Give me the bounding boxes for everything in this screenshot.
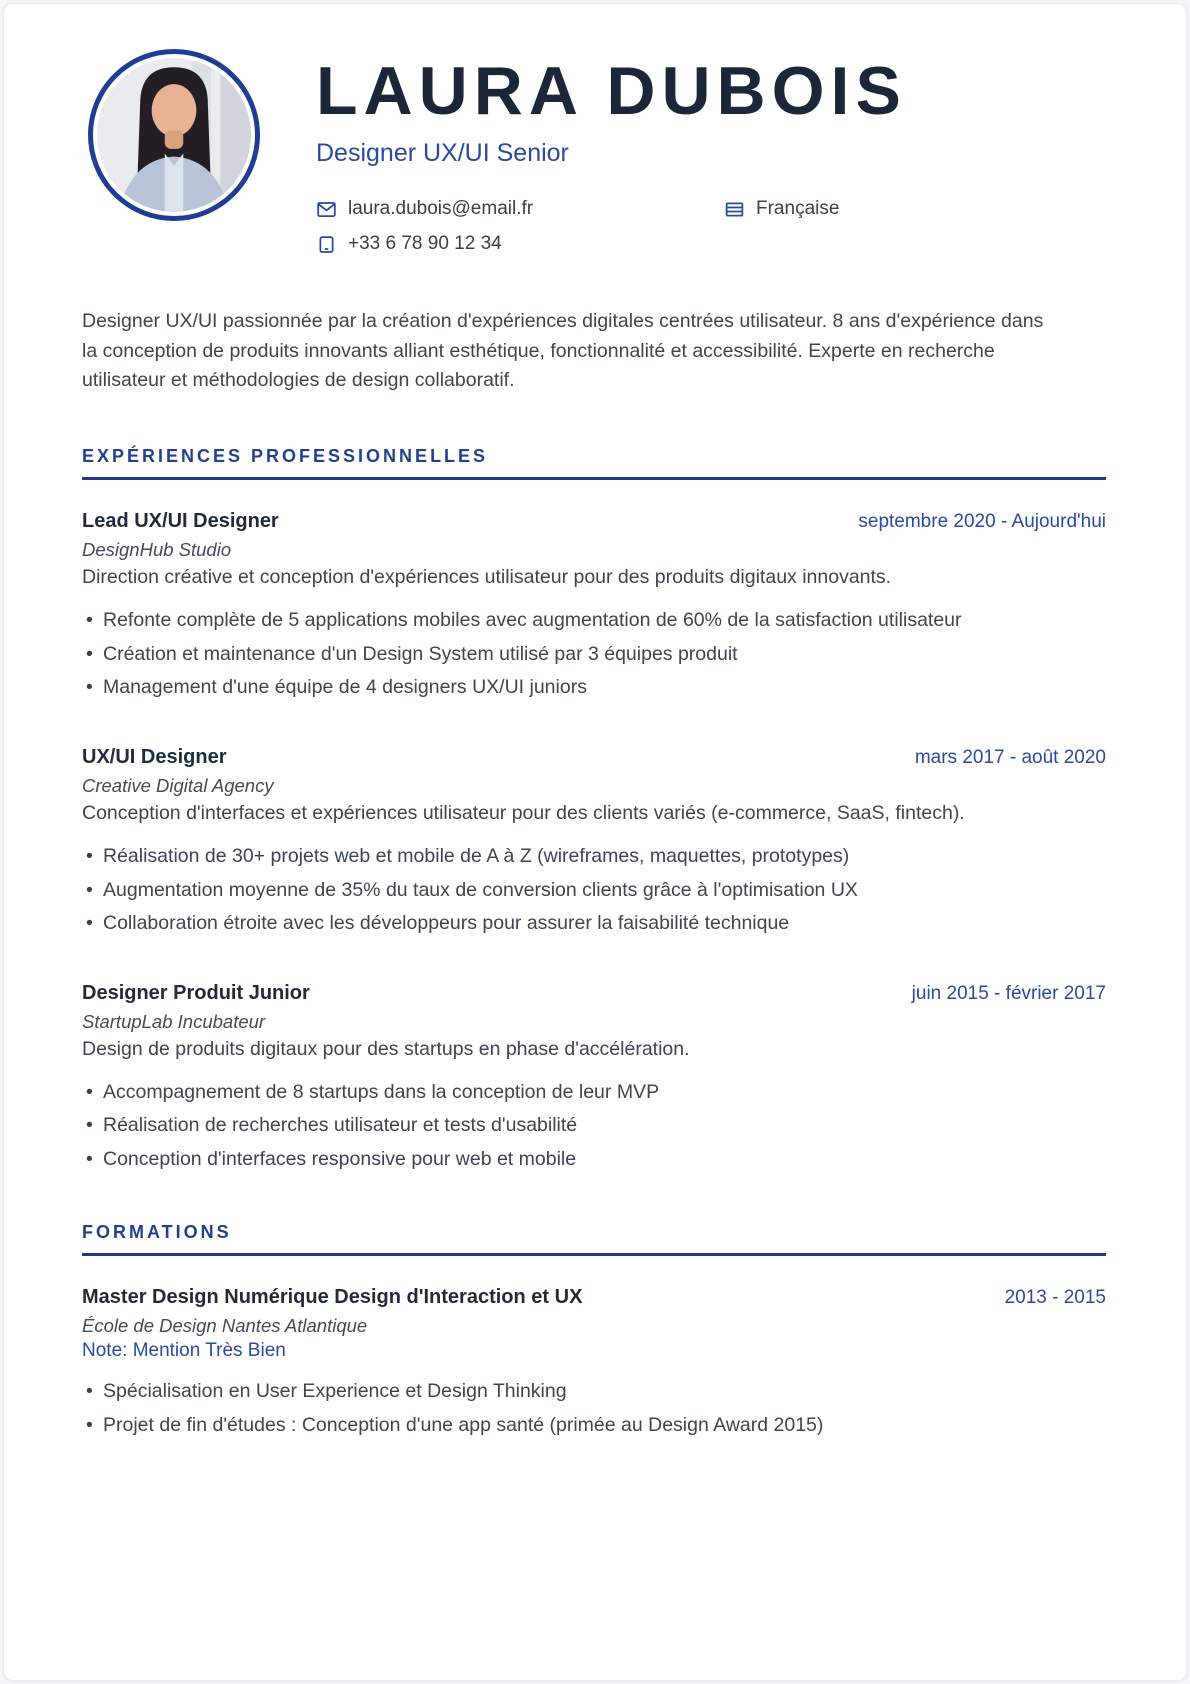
bullet-item: • Accompagnement de 8 startups dans la conception de leur MVP xyxy=(86,1079,1106,1106)
bullet-item: • Création et maintenance d'un Design System utilisé par 3 équipes produit xyxy=(86,641,1106,668)
bullet-item: • Refonte complète de 5 applications mobiles avec augmentation de 60% de la satisfaction utilisateur xyxy=(86,607,1106,634)
contact-phone xyxy=(316,233,724,255)
section-formations xyxy=(82,1222,1106,1438)
section-heading: FORMATIONS xyxy=(82,1222,232,1243)
person-job-title: Designer UX/UI Senior xyxy=(316,139,569,167)
formation-entries xyxy=(82,1286,1106,1438)
bullet-item: • Collaboration étroite avec les développeurs pour assurer la faisabilité technique xyxy=(86,910,1106,937)
mail-icon xyxy=(316,199,337,220)
entry-organization: DesignHub Studio xyxy=(82,538,232,560)
contact-info xyxy=(316,198,1106,255)
header xyxy=(82,49,1106,255)
entry-head xyxy=(82,510,1106,533)
email-text: laura.dubois@email.fr xyxy=(348,198,534,219)
entry-title: Designer Produit Junior xyxy=(82,981,310,1004)
id-card-icon xyxy=(724,199,745,220)
bullet-item: • Projet de fin d'études : Conception d'une app santé (primée au Design Award 2015) xyxy=(86,1412,1106,1439)
entry-bullets xyxy=(82,1079,1106,1173)
entry-bullets xyxy=(82,607,1106,701)
nationality-text: Française xyxy=(756,198,840,219)
contact-nationality xyxy=(724,198,1106,220)
entry-dates: juin 2015 - février 2017 xyxy=(911,982,1106,1004)
entry-head xyxy=(82,1286,1106,1309)
bullet-item: • Spécialisation en User Experience et Design Thinking xyxy=(86,1378,1106,1405)
portrait-placeholder-image xyxy=(97,58,251,212)
experience-entries xyxy=(82,510,1106,1173)
bullet-item: • Réalisation de 30+ projets web et mobile de A à Z (wireframes, maquettes, prototypes) xyxy=(86,843,1106,870)
section-rule xyxy=(82,477,1106,480)
entry-bullets xyxy=(82,1378,1106,1438)
contact-email xyxy=(316,198,724,220)
experience-entry xyxy=(82,746,1106,937)
header-main xyxy=(316,49,1106,255)
formation-entry xyxy=(82,1286,1106,1438)
entry-title: Master Design Numérique Design d'Interaction et UX xyxy=(82,1286,583,1309)
profile-summary: Designer UX/UI passionnée par la création d'expériences digitales centrées utilisateur. 8 ans d'expérience dans la conception de produits innovants alliant esthétique, fonctionnalité et accessibilité. Experte en recherche utilisateur et méthodologies de design collaboratif. xyxy=(82,310,1044,392)
phone-text: +33 6 78 90 12 34 xyxy=(348,233,502,254)
section-heading: EXPÉRIENCES PROFESSIONNELLES xyxy=(82,445,489,466)
phone-icon xyxy=(316,234,337,255)
entry-organization: StartupLab Incubateur xyxy=(82,1010,266,1032)
entry-dates: mars 2017 - août 2020 xyxy=(914,746,1106,768)
section-rule xyxy=(82,1253,1106,1256)
entry-description: Conception d'interfaces et expériences utilisateur pour des clients variés (e-commerce, SaaS, fintech). xyxy=(82,801,965,824)
entry-bullets xyxy=(82,843,1106,937)
entry-organization: École de Design Nantes Atlantique xyxy=(82,1315,368,1337)
bullet-item: • Augmentation moyenne de 35% du taux de conversion clients grâce à l'optimisation UX xyxy=(86,877,1106,904)
entry-title: Lead UX/UI Designer xyxy=(82,509,279,532)
person-name: LAURA DUBOIS xyxy=(316,53,907,129)
entry-organization: Creative Digital Agency xyxy=(82,774,274,796)
entry-grade-note: Note: Mention Très Bien xyxy=(82,1340,286,1362)
bullet-item: • Management d'une équipe de 4 designers UX/UI juniors xyxy=(86,674,1106,701)
bullet-item: • Conception d'interfaces responsive pour web et mobile xyxy=(86,1146,1106,1173)
entry-head xyxy=(82,982,1106,1005)
experience-entry xyxy=(82,982,1106,1173)
experience-entry xyxy=(82,510,1106,701)
section-experiences xyxy=(82,446,1106,1173)
entry-title: UX/UI Designer xyxy=(82,745,227,768)
entry-dates: 2013 - 2015 xyxy=(1004,1287,1106,1309)
profile-photo xyxy=(88,49,260,221)
bullet-item: • Réalisation de recherches utilisateur et tests d'usabilité xyxy=(86,1112,1106,1139)
entry-head xyxy=(82,746,1106,769)
entry-dates: septembre 2020 - Aujourd'hui xyxy=(858,510,1106,532)
entry-description: Design de produits digitaux pour des startups en phase d'accélération. xyxy=(82,1037,690,1060)
resume-page xyxy=(3,3,1187,1681)
entry-description: Direction créative et conception d'expériences utilisateur pour des produits digitaux innovants. xyxy=(82,565,892,588)
